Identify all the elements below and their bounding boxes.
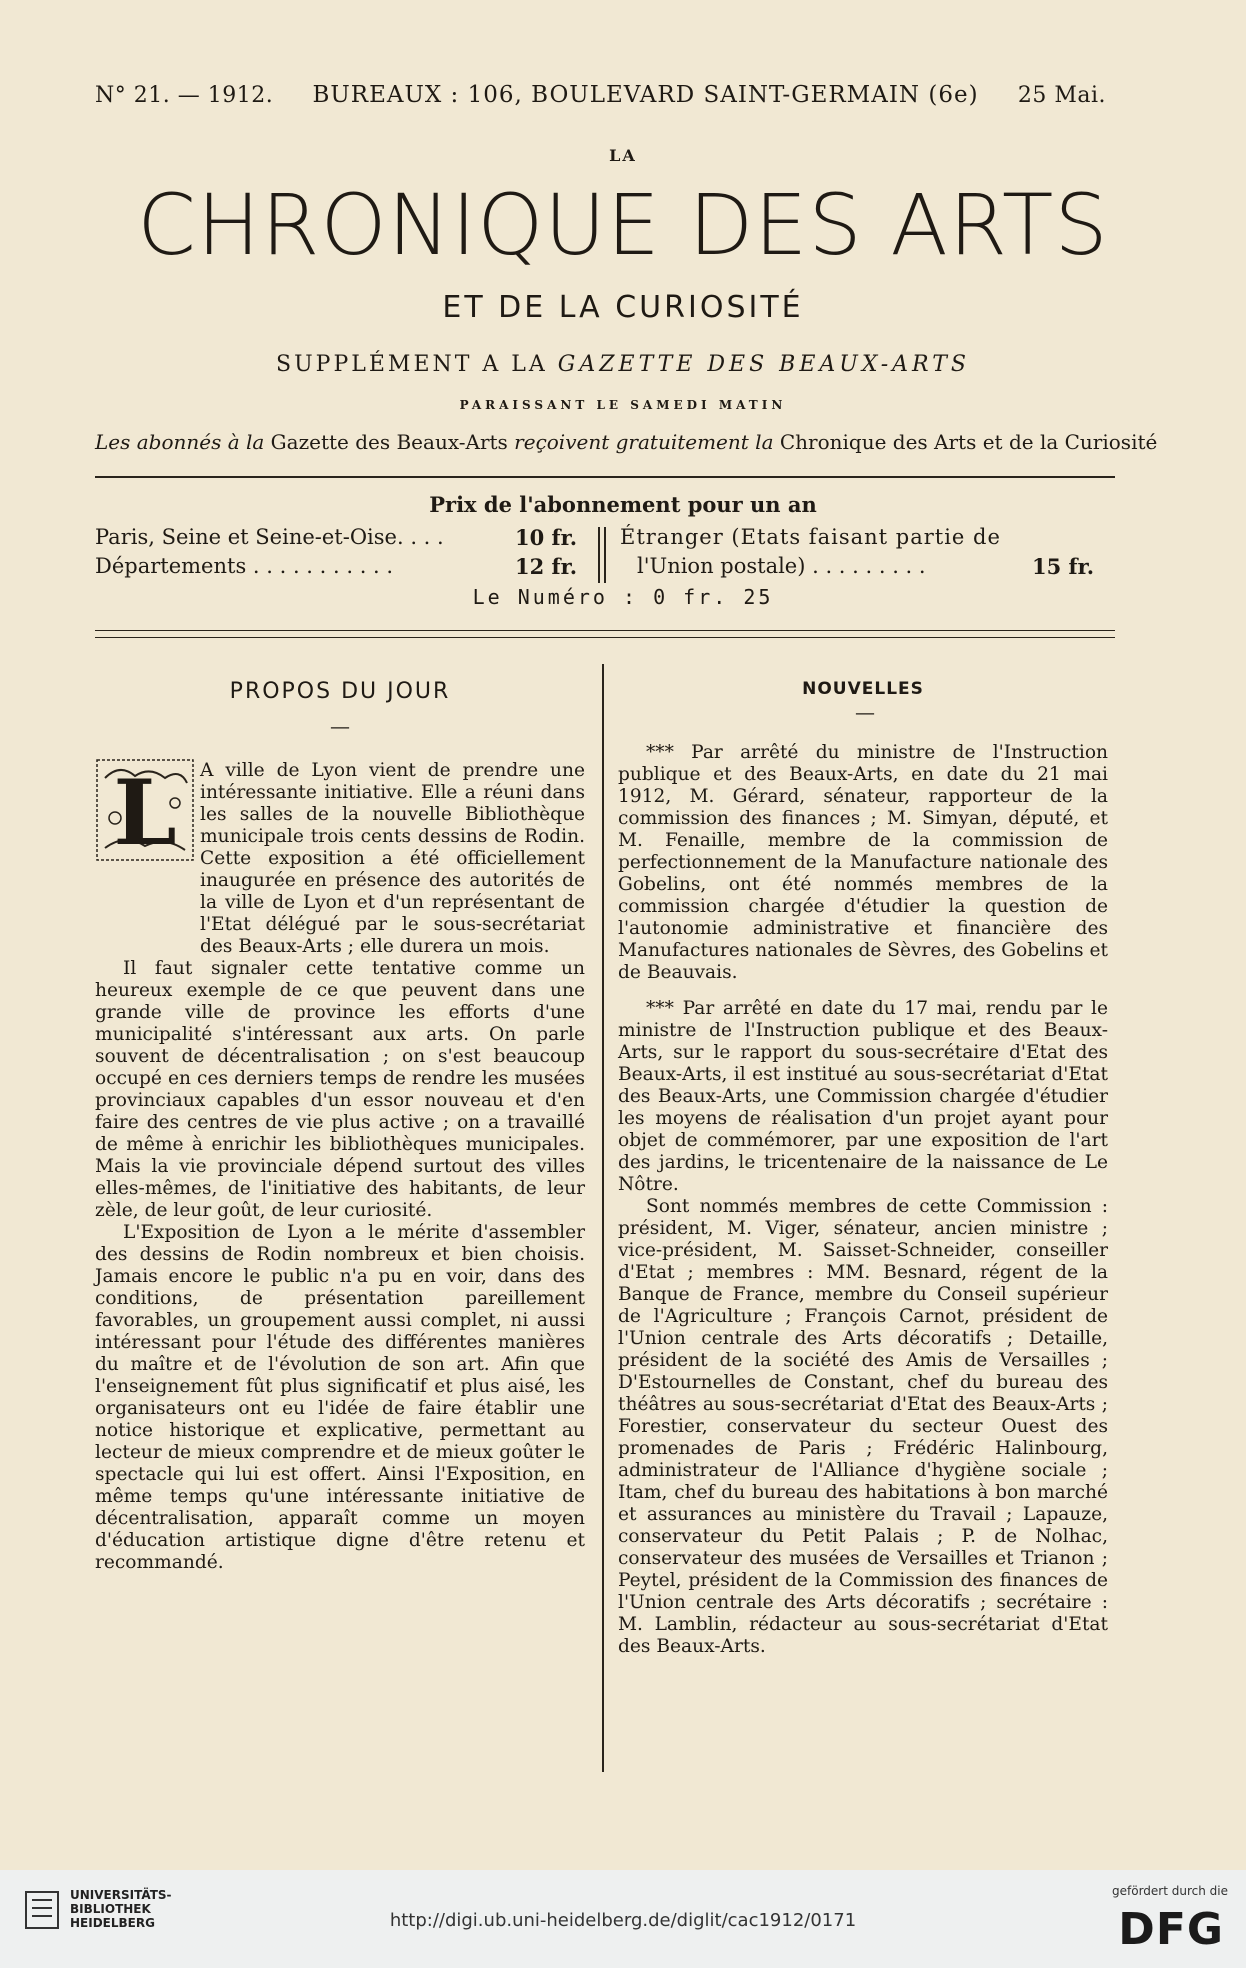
- price-dept-label: Départements . . . . . . . . . . .: [95, 554, 394, 578]
- price-paris-value: [515, 525, 577, 550]
- price-paris-label: Paris, Seine et Seine-et-Oise. . . .: [95, 525, 444, 549]
- dfg-logo: DFG: [1118, 1904, 1224, 1955]
- price-paris-amount: 10 fr.: [515, 525, 578, 550]
- left-paragraph-1: A ville de Lyon vient de prendre une intéressante initiative. Elle a réuni dans les salles de la nouvelle Bibliothèque municipale trois cents dessins de Rodin. Cette exposition a été officiellement inaugurée en présence des autorités de la ville de Lyon et d'un représentant de l'Etat délégué par le sous-secrétariat des Beaux-Arts ; elle durera un mois.: [200, 760, 585, 957]
- masthead-article: LA: [609, 146, 637, 165]
- price-foreign-value: [1032, 554, 1094, 579]
- library-name-line-3: HEIDELBERG: [70, 1916, 155, 1930]
- divider-rule: [95, 637, 1115, 638]
- right-paragraph-3: Sont nommés membres de cette Commission : président, M. Viger, sénateur, ancien ministre ; vice-président, M. Saisset-Schneider, conseiller d'Etat ; membres : MM. Besnard, régent de la Banque de France, membre du Conseil supérieur de l'Agriculture ; François Carnot, président de l'Union centrale des Arts décoratifs ; Detaille, président de la société des Amis de Versailles ; D'Estournelles de Constant, chef du bureau des théâtres au sous-secrétariat d'Etat des Beaux-Arts ; Forestier, conservateur du secteur Ouest des promenades de Paris ; Frédéric Halinbourg, administrateur de l'Alliance d'hygiène sociale ; Itam, chef du bureau des habitations à bon marché et assurances au ministère du Travail ; Lapauze, conservateur du Petit Palais ; P. de Nolhac, conservateur des musées de Versailles et Trianon ; Peytel, président de la Commission des finances de l'Union centrale des Arts décoratifs ; secrétaire : M. Lamblin, rédacteur au sous-secrétariat d'Etat des Beaux-Arts.: [618, 1196, 1108, 1657]
- left-column-heading: PROPOS DU JOUR: [229, 679, 451, 704]
- right-paragraph-2: *** Par arrêté en date du 17 mai, rendu par le ministre de l'Instruction publique et des Beaux-Arts, sur le rapport du sous-secrétaire d'Etat des Beaux-Arts, il est institué au sous-secrétariat d'Etat des Beaux-Arts, une Commission chargée d'étudier les moyens de réalisation d'un projet ayant pour objet de commémorer, par une exposition de l'art des jardins, le tricentenaire de la naissance de Le Nôtre.: [618, 998, 1108, 1195]
- supplement-gazette: GAZETTE DES BEAUX-ARTS: [557, 352, 970, 377]
- library-footer: [0, 1870, 1246, 1968]
- funding-note: gefördert durch die: [1112, 1884, 1228, 1898]
- left-paragraph-2: Il faut signaler cette tentative comme un heureux exemple de ce que peuvent dans une grande ville de province les efforts d'une municipalité s'intéressant aux arts. On parle souvent de décentralisation ; on s'est beaucoup occupé en ces derniers temps de rendre les musées provinciaux capables d'un essor nouveau et d'en faire des centres de vie plus active ; on a travaillé de même à enrichir les bibliothèques municipales. Mais la vie provinciale dépend surtout des villes elles-mêmes, de l'initiative des habitants, de leur zèle, de leur goût, de leur curiosité.: [95, 958, 585, 1221]
- masthead-title: CHRONIQUE DES ARTS: [137, 176, 1109, 274]
- price-foreign-amount: 15 fr.: [1032, 554, 1095, 579]
- supplement-line: [0, 352, 1246, 377]
- library-name-line-2: BIBLIOTHEK: [70, 1902, 151, 1916]
- heading-dash: —: [330, 714, 350, 738]
- subscribers-note-a: Les abonnés à la: [95, 430, 265, 454]
- right-paragraph-1: *** Par arrêté du ministre de l'Instruction publique et des Beaux-Arts, en date du 21 mai 1912, M. Gérard, sénateur, rapporteur de la commission des finances ; M. Simyan, député, et M. Fenaille, membre de la commission de perfectionnement de la Manufacture nationale des Gobelins, ont été nommés membres de la commission chargée d'étudier la question de l'autonomie administrative et financière des Manufactures nationales de Sèvres, des Gobelins et de Beauvais.: [618, 742, 1108, 983]
- left-paragraph-3: L'Exposition de Lyon a le mérite d'assembler des dessins de Rodin nombreux et bien choisis. Jamais encore le public n'a pu en voir, dans des conditions, de présentation pareillement favorables, un groupement aussi complet, ni aussi intéressant pour l'étude des différentes manières du maître et de l'évolution de son art. Afin que l'enseignement fût plus significatif et plus aisé, les organisateurs ont eu l'idée de faire établir une notice historique et explicative, permettant au lecteur de mieux comprendre et de mieux goûter le spectacle qui lui est offert. Ainsi l'Exposition, en même temps qu'une intéressante initiative de décentralisation, apparaît comme un moyen d'éducation artistique digne d'être retenu et recommandé.: [95, 1222, 585, 1573]
- prices-heading: Prix de l'abonnement pour un an: [429, 492, 817, 517]
- single-issue-price: Le Numéro : 0 fr. 25: [472, 585, 774, 609]
- price-separator: [598, 527, 600, 583]
- issue-date: 25 Mai.: [1017, 83, 1106, 108]
- subscribers-note-d: Chronique des Arts et de la Curiosité: [773, 430, 1158, 454]
- price-dept-amount: 12 fr.: [515, 554, 578, 579]
- library-name-line-1: UNIVERSITÄTS-: [70, 1888, 172, 1902]
- column-separator: [602, 664, 604, 1772]
- running-header: [95, 82, 1106, 114]
- permalink-url[interactable]: http://digi.ub.uni-heidelberg.de/diglit/cac1912/0171: [389, 1910, 857, 1931]
- left-column-body: [95, 760, 585, 1770]
- divider-rule: [95, 630, 1115, 631]
- price-dept-value: [515, 554, 577, 579]
- price-foreign-label-1: Étranger (Etats faisant partie de: [620, 525, 1001, 549]
- right-column-heading: NOUVELLES: [802, 679, 924, 699]
- bureaux-address: BUREAUX : 106, BOULEVARD SAINT-GERMAIN (6e): [312, 82, 979, 108]
- price-foreign-label-2: l'Union postale) . . . . . . . . .: [637, 554, 926, 578]
- subscribers-note: [95, 430, 1158, 454]
- publication-schedule: PARAISSANT LE SAMEDI MATIN: [459, 398, 787, 412]
- right-column-body: [618, 742, 1108, 1782]
- divider-rule: [95, 476, 1115, 478]
- subscribers-note-c: reçoivent gratuitement la: [514, 430, 774, 454]
- supplement-prefix: SUPPLÉMENT A LA: [276, 352, 558, 377]
- issue-number: N° 21. — 1912.: [95, 83, 274, 108]
- price-separator: [604, 527, 606, 583]
- masthead-subtitle: ET DE LA CURIOSITÉ: [442, 290, 804, 325]
- dropcap-letter: L: [113, 760, 177, 866]
- subscribers-note-b: Gazette des Beaux-Arts: [264, 430, 515, 454]
- heading-dash: —: [855, 700, 875, 724]
